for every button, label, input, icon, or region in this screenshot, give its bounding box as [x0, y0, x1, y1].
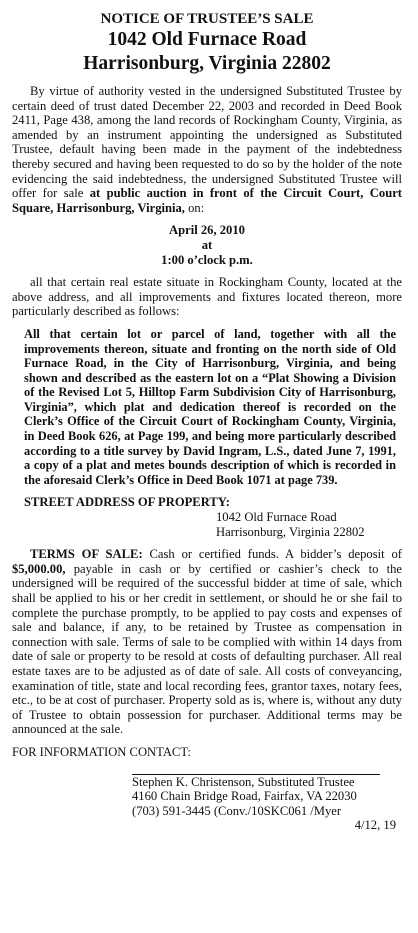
legal-description: All that certain lot or parcel of land, together with all the improvements thereon, situate and fronting on the north side of Old Furnace Road, in the City of Harrisonburg, Virginia, and being shown and described as the eastern lot on a “Plat Showing a Division of the Revised Lot 5, Hilltop Farm Subdivision City of Harrisonburg, Virginia”, which plat and dedication thereof is recorded on the Clerk’s Office of the Circuit Court of Rockingham County, Virginia, in Deed Book 626, at Page 199, and being more particularly described according to a title survey by David Ingram, L.S., dated June 7, 1991, a copy of a plat and metes bounds description of which is recorded in the aforesaid Clerk’s Office in Deed Book 1071 at page 739. [24, 326, 396, 487]
notice-title: NOTICE OF TRUSTEE’S SALE [100, 11, 314, 27]
auction-time: 1:00 o’clock p.m. [161, 252, 253, 267]
street-address-line2: Harrisonburg, Virginia 22802 [216, 524, 365, 539]
auction-location: at public auction in front of the Circuit Court, Court Square, Harrisonburg, Virginia, [12, 186, 402, 215]
deposit-amount: $5,000.00, [12, 561, 66, 576]
trustee-phone-reference: (703) 591-3445 (Conv./10SKC061 /Myer [132, 803, 342, 818]
trustee-name: Stephen K. Christenson, Substituted Trustee [132, 774, 355, 789]
real-estate-paragraph: all that certain real estate situate in Rockingham County, located at the above address, and all improvements and fixtures located thereon, more particularly described as follows: [12, 275, 402, 319]
terms-label: TERMS OF SALE: [30, 547, 143, 562]
intro-text-end: on: [184, 200, 205, 215]
auction-schedule [12, 223, 402, 267]
street-address-label: STREET ADDRESS OF PROPERTY: [24, 495, 230, 510]
auction-date: April 26, 2010 [169, 223, 245, 238]
intro-paragraph [12, 84, 402, 215]
intro-text: By virtue of authority vested in the undersigned Substituted Trustee by certain deed of trust dated December 22, 2003 and recorded in Deed Book 2411, Page 438, among the land records of Rockingham County, Virginia, as amended by an instrument appointing the undersigned as Substituted Trustee, default having been made in the payment of the indebtedness thereby secured and having been requested to do so by the holder of the note evidencing the said indebtedness, the undersigned Substituted Trustee will offer for sale [12, 84, 402, 201]
notice-address-line1: 1042 Old Furnace Road [107, 29, 307, 50]
terms-text-cont: payable in cash or by certified or cashier’s check to the undersigned will be required of the successful bidder at time of sale, which shall be applied to his or her credit in settlement, or should he or she fail to complete the purchase promptly, to be applied to pay costs and expenses of sale and balance, if any, to be retained by Trustee as compensation in connection with sale. Terms of sale to be complied with within 14 days from date of sale or property to be resold at costs of defaulting purchaser. All real estate taxes are to be adjusted as of date of sale. All costs of conveyancing, examination of title, state and local recording fees, grantor taxes, notary fees, etc., to be at cost of purchaser. Property sold as is, where is, without any duty of Trustee to obtain possession for purchaser. Additional terms may be announced at the sale. [12, 561, 402, 737]
auction-at: at [201, 237, 213, 252]
terms-of-sale-paragraph [12, 547, 402, 737]
trustee-address: 4160 Chain Bridge Road, Fairfax, VA 22030 [132, 789, 357, 804]
notice-address-line2: Harrisonburg, Virginia 22802 [83, 53, 331, 74]
terms-text: Cash or certified funds. A bidder’s deposit of [142, 547, 402, 562]
contact-label: FOR INFORMATION CONTACT: [12, 744, 191, 759]
publication-date-ref: 4/12, 19 [354, 818, 396, 833]
street-address-line1: 1042 Old Furnace Road [216, 510, 337, 525]
